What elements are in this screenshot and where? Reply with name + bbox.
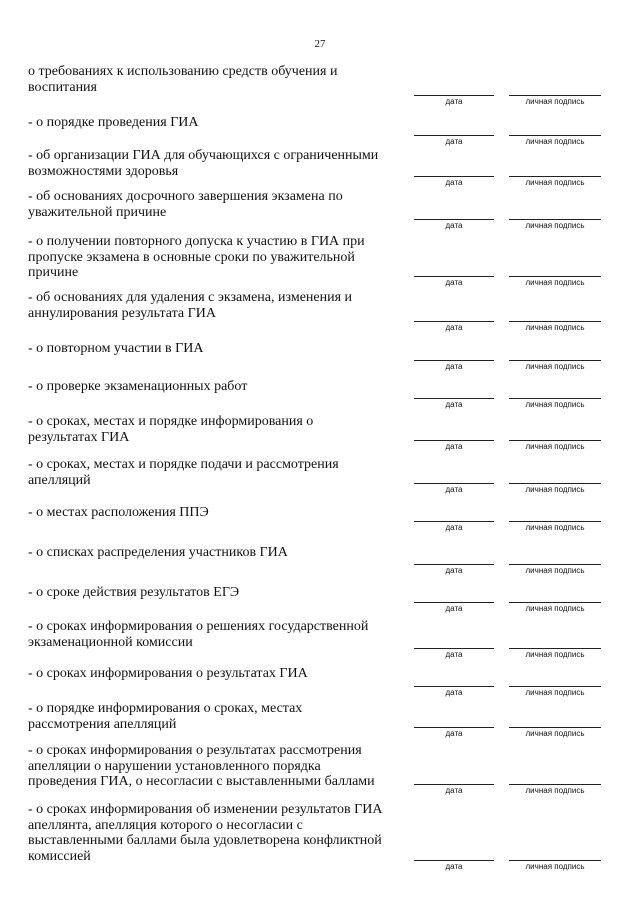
item-text: - о порядке проведения ГИА (28, 115, 199, 130)
date-line[interactable] (414, 521, 494, 522)
signature-line[interactable] (509, 135, 601, 136)
signature-line[interactable] (509, 784, 601, 785)
signature-label: личная подпись (525, 485, 585, 494)
date-label: дата (445, 221, 463, 230)
item-text: - о сроке действия результатов ЕГЭ (28, 585, 240, 600)
signature-line[interactable] (509, 276, 601, 277)
date-line[interactable] (414, 686, 494, 687)
signature-line[interactable] (509, 360, 601, 361)
date-label: дата (445, 786, 463, 795)
date-line[interactable] (414, 219, 494, 220)
item-text: - о сроках, местах и порядке подачи и рассмотрения апелляций (28, 457, 339, 488)
signature-line[interactable] (509, 686, 601, 687)
date-line[interactable] (414, 483, 494, 484)
date-label: дата (445, 604, 463, 613)
date-label: дата (445, 566, 463, 575)
item-text: о требованиях к использованию средств обучения и воспитания (28, 64, 338, 95)
date-line[interactable] (414, 176, 494, 177)
item-text: - об основаниях для удаления с экзамена, изменения и аннулирования результата ГИА (28, 290, 353, 321)
item-text: - о повторном участии в ГИА (28, 341, 204, 356)
date-label: дата (445, 178, 463, 187)
date-label: дата (445, 97, 463, 106)
date-line[interactable] (414, 95, 494, 96)
signature-line[interactable] (509, 440, 601, 441)
signature-label: личная подпись (525, 566, 585, 575)
item-text: - о порядке информирования о сроках, местах рассмотрения апелляций (28, 701, 303, 732)
signature-label: личная подпись (525, 400, 585, 409)
date-label: дата (445, 650, 463, 659)
signature-line[interactable] (509, 727, 601, 728)
signature-label: личная подпись (525, 178, 585, 187)
date-label: дата (445, 729, 463, 738)
date-line[interactable] (414, 648, 494, 649)
signature-line[interactable] (509, 176, 601, 177)
item-text: - о сроках, местах и порядке информирования о результатах ГИА (28, 414, 314, 445)
item-text: - об организации ГИА для обучающихся с ограниченными возможностями здоровья (28, 148, 379, 179)
date-line[interactable] (414, 727, 494, 728)
date-label: дата (445, 278, 463, 287)
date-line[interactable] (414, 321, 494, 322)
signature-label: личная подпись (525, 137, 585, 146)
signature-line[interactable] (509, 398, 601, 399)
signature-line[interactable] (509, 321, 601, 322)
item-text: - о списках распределения участников ГИА (28, 545, 288, 560)
signature-label: личная подпись (525, 650, 585, 659)
signature-line[interactable] (509, 564, 601, 565)
item-text: - о сроках информирования об изменении результатов ГИА апеллянта, апелляция которого о несогласии с выставленными баллами была удовлетворена конфликтной комиссией (28, 802, 383, 864)
signature-label: личная подпись (525, 523, 585, 532)
date-line[interactable] (414, 860, 494, 861)
date-line[interactable] (414, 398, 494, 399)
date-label: дата (445, 862, 463, 871)
signature-line[interactable] (509, 521, 601, 522)
signature-label: личная подпись (525, 323, 585, 332)
item-text: - о местах расположения ППЭ (28, 505, 209, 520)
date-line[interactable] (414, 360, 494, 361)
page-number: 27 (314, 38, 326, 50)
signature-label: личная подпись (525, 604, 585, 613)
signature-label: личная подпись (525, 278, 585, 287)
item-text: - об основаниях досрочного завершения экзамена по уважительной причине (28, 189, 343, 220)
date-line[interactable] (414, 276, 494, 277)
item-text: - о проверке экзаменационных работ (28, 379, 248, 394)
date-label: дата (445, 362, 463, 371)
signature-label: личная подпись (525, 688, 585, 697)
signature-line[interactable] (509, 483, 601, 484)
date-line[interactable] (414, 440, 494, 441)
signature-label: личная подпись (525, 362, 585, 371)
date-label: дата (445, 442, 463, 451)
date-label: дата (445, 137, 463, 146)
date-label: дата (445, 523, 463, 532)
date-label: дата (445, 485, 463, 494)
signature-line[interactable] (509, 602, 601, 603)
item-text: - о сроках информирования о результатах рассмотрения апелляции о нарушении установленного порядка проведения ГИА, о несогласии с выставленными баллами (28, 743, 375, 789)
signature-label: личная подпись (525, 442, 585, 451)
date-line[interactable] (414, 135, 494, 136)
date-line[interactable] (414, 564, 494, 565)
signature-label: личная подпись (525, 729, 585, 738)
item-text: - о получении повторного допуска к участию в ГИА при пропуске экзамена в основные сроки по уважительной причине (28, 234, 365, 280)
signature-label: личная подпись (525, 221, 585, 230)
signature-line[interactable] (509, 219, 601, 220)
signature-label: личная подпись (525, 862, 585, 871)
date-line[interactable] (414, 784, 494, 785)
date-label: дата (445, 688, 463, 697)
date-line[interactable] (414, 602, 494, 603)
signature-label: личная подпись (525, 97, 585, 106)
signature-line[interactable] (509, 860, 601, 861)
date-label: дата (445, 323, 463, 332)
item-text: - о сроках информирования о решениях государственной экзаменационной комиссии (28, 619, 369, 650)
signature-label: личная подпись (525, 786, 585, 795)
signature-line[interactable] (509, 648, 601, 649)
item-text: - о сроках информирования о результатах ГИА (28, 666, 308, 681)
date-label: дата (445, 400, 463, 409)
signature-line[interactable] (509, 95, 601, 96)
